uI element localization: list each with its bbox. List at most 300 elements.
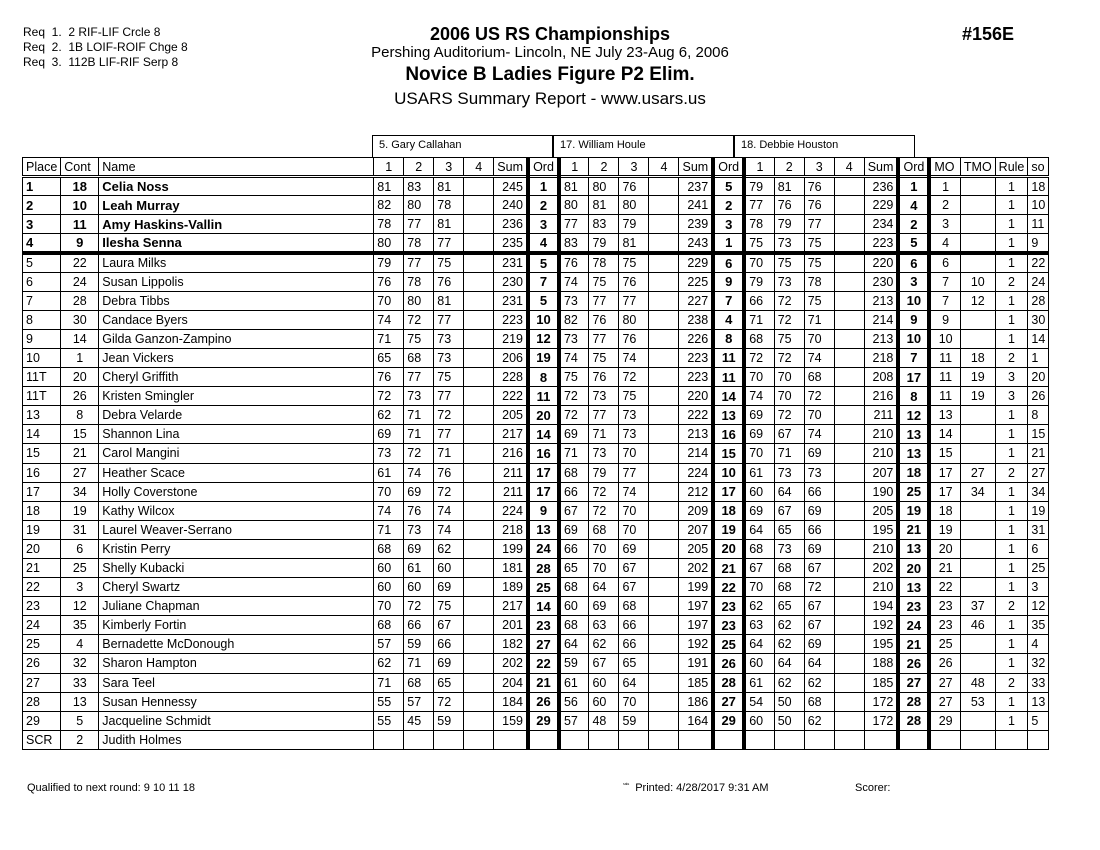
mo-cell: 13 [929, 406, 960, 425]
rule-cell: 2 [995, 272, 1028, 291]
judge-3-score-4 [834, 387, 864, 406]
tmo-cell [960, 539, 995, 558]
table-row [23, 444, 1049, 463]
judge-1-score-1: 71 [374, 329, 404, 348]
place-cell: 1 [23, 177, 61, 196]
skater-name-cell: Debra Tibbs [99, 291, 374, 310]
judge-1-score-1: 78 [374, 215, 404, 234]
judge-1-score-2: 71 [404, 406, 434, 425]
place-cell: 8 [23, 310, 61, 329]
judge-2-ordinal: 10 [713, 463, 744, 482]
judge-1-score-2: 72 [404, 597, 434, 616]
judge-3-score-3 [804, 730, 834, 749]
judge-1-ordinal: 5 [528, 291, 559, 310]
judge-2-score-4 [649, 291, 679, 310]
judge-2-ordinal: 29 [713, 711, 744, 730]
judge-2-score-4 [649, 597, 679, 616]
judge-1-score-3: 81 [434, 215, 464, 234]
judge-1-score-2: 80 [404, 291, 434, 310]
so-cell: 12 [1028, 597, 1049, 616]
judge-2-ordinal: 17 [713, 482, 744, 501]
judge-2-score-3: 77 [619, 291, 649, 310]
judge-1-score-1: 70 [374, 482, 404, 501]
contestant-number-cell: 24 [61, 272, 99, 291]
judge-1-score-3: 62 [434, 539, 464, 558]
judge-2-score-4 [649, 387, 679, 406]
mo-cell: 20 [929, 539, 960, 558]
judge-3-sum: 188 [864, 654, 898, 673]
contestant-number-cell: 3 [61, 578, 99, 597]
judge-3-score-4 [834, 711, 864, 730]
judge-1-score-4 [464, 329, 494, 348]
rule-cell: 1 [995, 539, 1028, 558]
judge-3-sum: 211 [864, 406, 898, 425]
so-cell: 20 [1028, 368, 1049, 387]
judge-1-score-3: 75 [434, 253, 464, 272]
mo-cell: 27 [929, 692, 960, 711]
judge-1-ordinal: 11 [528, 387, 559, 406]
table-row [23, 558, 1049, 577]
judge-2-sum: 213 [679, 425, 713, 444]
skater-name-cell: Laura Milks [99, 253, 374, 272]
judge-1-score-2: 73 [404, 387, 434, 406]
judge-2-sum: 191 [679, 654, 713, 673]
judge-3-score-3: 77 [804, 215, 834, 234]
judge-2-sum: 222 [679, 406, 713, 425]
rule-cell: 1 [995, 234, 1028, 253]
judge-1-sum: 199 [494, 539, 528, 558]
rule-cell: 1 [995, 692, 1028, 711]
contestant-number-cell: 32 [61, 654, 99, 673]
judge-2-score-2: 78 [589, 253, 619, 272]
judge-2-ordinal: 22 [713, 578, 744, 597]
judge-2-score-4 [649, 215, 679, 234]
tmo-cell: 18 [960, 348, 995, 367]
judge-2-ordinal: 14 [713, 387, 744, 406]
judge-3-score-4 [834, 196, 864, 215]
judge-1-sum: 245 [494, 177, 528, 196]
judge-2-score-3: 76 [619, 329, 649, 348]
place-cell: 11T [23, 368, 61, 387]
judge-1-ordinal: 8 [528, 368, 559, 387]
judge-3-ordinal: 28 [898, 692, 929, 711]
judge-2-score-4 [649, 253, 679, 272]
judge-1-score-4 [464, 501, 494, 520]
judge-1-score-3: 72 [434, 482, 464, 501]
skater-name-cell: Amy Haskins-Vallin [99, 215, 374, 234]
judge-1-score-2: 69 [404, 539, 434, 558]
judge-2-score-1: 65 [559, 558, 589, 577]
judge-2-score-4 [649, 673, 679, 692]
judge-2-score-1: 59 [559, 654, 589, 673]
judge-1-score-3: 76 [434, 463, 464, 482]
judge-2-score-3: 70 [619, 444, 649, 463]
mo-cell: 15 [929, 444, 960, 463]
judge-1-score-2: 68 [404, 348, 434, 367]
judge-1-sum: 235 [494, 234, 528, 253]
contestant-number-cell: 8 [61, 406, 99, 425]
mo-cell: 17 [929, 463, 960, 482]
judge-3-ordinal: 20 [898, 558, 929, 577]
tmo-cell: 19 [960, 368, 995, 387]
judge-2-sum [679, 730, 713, 749]
col-j1-s1: 1 [374, 158, 404, 177]
judge-3-score-1: 72 [744, 348, 774, 367]
judge-3-sum: 234 [864, 215, 898, 234]
judge-2-score-2: 72 [589, 482, 619, 501]
table-row [23, 673, 1049, 692]
judge-3-ordinal: 7 [898, 348, 929, 367]
rule-cell: 1 [995, 329, 1028, 348]
mo-cell: 21 [929, 558, 960, 577]
judge-1-score-3: 66 [434, 635, 464, 654]
mo-cell: 11 [929, 348, 960, 367]
mo-cell: 1 [929, 177, 960, 196]
judge-3-score-2: 62 [774, 635, 804, 654]
judge-2-sum: 212 [679, 482, 713, 501]
judge-3-sum: 194 [864, 597, 898, 616]
judge-3-score-2: 67 [774, 425, 804, 444]
judge-1-score-2: 76 [404, 501, 434, 520]
place-cell: 22 [23, 578, 61, 597]
judge-2-sum: 229 [679, 253, 713, 272]
judge-3-score-1: 63 [744, 616, 774, 635]
judge-3-score-3: 74 [804, 348, 834, 367]
contestant-number-cell: 21 [61, 444, 99, 463]
judge-2-score-2: 67 [589, 654, 619, 673]
mo-cell: 11 [929, 387, 960, 406]
so-cell: 32 [1028, 654, 1049, 673]
judge-1-score-1: 62 [374, 654, 404, 673]
judge-2-ordinal: 16 [713, 425, 744, 444]
judge-1-ordinal: 28 [528, 558, 559, 577]
judge-3-score-3: 70 [804, 329, 834, 348]
judge-2-score-4 [649, 539, 679, 558]
place-cell: 21 [23, 558, 61, 577]
judge-3-score-4 [834, 463, 864, 482]
judge-2-score-4 [649, 463, 679, 482]
judge-3-sum: 229 [864, 196, 898, 215]
tmo-cell: 48 [960, 673, 995, 692]
judge-1-sum: 224 [494, 501, 528, 520]
judge-2-score-4 [649, 177, 679, 196]
requirements-list [23, 25, 188, 70]
contestant-number-cell: 25 [61, 558, 99, 577]
judge-3-score-2: 68 [774, 558, 804, 577]
judge-2-score-2: 77 [589, 406, 619, 425]
judge-2-ordinal: 13 [713, 406, 744, 425]
judge-3-score-1: 66 [744, 291, 774, 310]
judge-3-score-1: 79 [744, 177, 774, 196]
tmo-cell: 34 [960, 482, 995, 501]
judge-2-score-3: 70 [619, 501, 649, 520]
judge-3-sum: 192 [864, 616, 898, 635]
judge-1-score-1: 70 [374, 291, 404, 310]
printed-date: Printed: 4/28/2017 9:31 AM [635, 782, 769, 794]
judge-2-score-1: 71 [559, 444, 589, 463]
so-cell: 27 [1028, 463, 1049, 482]
requirement-1: Req 1. 2 RIF-LIF Crcle 8 [23, 25, 161, 39]
judge-3-score-4 [834, 654, 864, 673]
judge-3-score-1: 69 [744, 406, 774, 425]
judge-3-score-2: 81 [774, 177, 804, 196]
venue-line: Pershing Auditorium- Lincoln, NE July 23-Aug 6, 2006 [371, 44, 729, 61]
judge-3-score-4 [834, 597, 864, 616]
col-j3-ord: Ord [898, 158, 929, 177]
judge-1-ordinal: 10 [528, 310, 559, 329]
judge-2-score-1: 76 [559, 253, 589, 272]
judge-1-score-1: 57 [374, 635, 404, 654]
tmo-cell: 27 [960, 463, 995, 482]
judge-3-score-4 [834, 215, 864, 234]
rule-cell: 2 [995, 463, 1028, 482]
table-row [23, 368, 1049, 387]
header-row [23, 158, 1049, 177]
judge-3-sum: 236 [864, 177, 898, 196]
judge-1-score-2: 71 [404, 654, 434, 673]
judge-3-score-4 [834, 348, 864, 367]
table-row [23, 215, 1049, 234]
judge-2-sum: 199 [679, 578, 713, 597]
judge-1-score-3: 77 [434, 234, 464, 253]
judge-2-ordinal: 1 [713, 234, 744, 253]
rule-cell: 1 [995, 406, 1028, 425]
judge-3-ordinal: 10 [898, 291, 929, 310]
judge-1-score-3: 74 [434, 501, 464, 520]
judge-2-score-2: 72 [589, 501, 619, 520]
judge-2-score-2: 63 [589, 616, 619, 635]
judge-2-score-2: 48 [589, 711, 619, 730]
judge-3-ordinal: 27 [898, 673, 929, 692]
col-j3-sum: Sum [864, 158, 898, 177]
judge-1-score-4 [464, 272, 494, 291]
table-row [23, 711, 1049, 730]
col-j2-s4: 4 [649, 158, 679, 177]
mo-cell: 26 [929, 654, 960, 673]
judge-1-score-1: 68 [374, 616, 404, 635]
table-row [23, 253, 1049, 272]
judge-1-score-4 [464, 635, 494, 654]
rule-cell: 1 [995, 253, 1028, 272]
judge-1-sum: 159 [494, 711, 528, 730]
judge-3-score-2: 72 [774, 310, 804, 329]
judge-1-ordinal: 13 [528, 520, 559, 539]
judge-3-sum: 208 [864, 368, 898, 387]
judge-1-score-2: 72 [404, 310, 434, 329]
judge-2-ordinal: 15 [713, 444, 744, 463]
skater-name-cell: Jean Vickers [99, 348, 374, 367]
judge-1-score-2: 74 [404, 463, 434, 482]
place-cell: 29 [23, 711, 61, 730]
tmo-cell [960, 329, 995, 348]
judge-2-ordinal: 21 [713, 558, 744, 577]
mo-cell: 2 [929, 196, 960, 215]
judge-3-score-3: 69 [804, 635, 834, 654]
judge-2-sum: 205 [679, 539, 713, 558]
judge-2-score-3: 74 [619, 348, 649, 367]
tmo-cell [960, 425, 995, 444]
judge-2-score-2: 76 [589, 310, 619, 329]
judge-2-score-2: 68 [589, 520, 619, 539]
so-cell: 21 [1028, 444, 1049, 463]
judge-3-score-1: 75 [744, 234, 774, 253]
rule-cell: 1 [995, 578, 1028, 597]
table-row [23, 177, 1049, 196]
judge-1-score-2: 68 [404, 673, 434, 692]
judge-3-score-2 [774, 730, 804, 749]
judge-1-score-3: 81 [434, 177, 464, 196]
judge-2-sum: 214 [679, 444, 713, 463]
judge-3-score-4 [834, 673, 864, 692]
judge-3-score-3: 78 [804, 272, 834, 291]
rule-cell: 1 [995, 558, 1028, 577]
judge-1-score-3: 73 [434, 348, 464, 367]
tmo-cell: 12 [960, 291, 995, 310]
contestant-number-cell: 14 [61, 329, 99, 348]
judge-2-score-3: 65 [619, 654, 649, 673]
judge-2-score-1: 80 [559, 196, 589, 215]
judge-1-score-4 [464, 539, 494, 558]
judge-3-score-1: 61 [744, 463, 774, 482]
judge-2-score-1 [559, 730, 589, 749]
table-row [23, 291, 1049, 310]
judge-1-score-4 [464, 444, 494, 463]
so-cell: 15 [1028, 425, 1049, 444]
judge-3-sum: 185 [864, 673, 898, 692]
place-cell: SCR [23, 730, 61, 749]
judge-1-score-1: 68 [374, 539, 404, 558]
judge-3-score-2: 62 [774, 673, 804, 692]
contestant-number-cell: 31 [61, 520, 99, 539]
judge-3-score-3: 73 [804, 463, 834, 482]
judge-3-sum: 190 [864, 482, 898, 501]
judge-1-ordinal: 16 [528, 444, 559, 463]
judge-3-score-2: 75 [774, 253, 804, 272]
judge-3-sum: 210 [864, 539, 898, 558]
judge-3-score-4 [834, 310, 864, 329]
judge-1-score-4 [464, 578, 494, 597]
skater-name-cell: Kathy Wilcox [99, 501, 374, 520]
judge-1-score-4 [464, 616, 494, 635]
table-row [23, 463, 1049, 482]
judge-2-score-3: 70 [619, 692, 649, 711]
judge-2-score-4 [649, 578, 679, 597]
judge-2-score-3: 75 [619, 253, 649, 272]
skater-name-cell: Susan Lippolis [99, 272, 374, 291]
judge-3-score-1: 69 [744, 501, 774, 520]
judge-3-score-1: 74 [744, 387, 774, 406]
col-j2-s1: 1 [559, 158, 589, 177]
judge-2-sum: 209 [679, 501, 713, 520]
mo-cell: 18 [929, 501, 960, 520]
so-cell: 10 [1028, 196, 1049, 215]
judge-3-ordinal: 21 [898, 635, 929, 654]
judge-3-score-3: 67 [804, 597, 834, 616]
contestant-number-cell: 18 [61, 177, 99, 196]
judge-1-ordinal: 23 [528, 616, 559, 635]
contestant-number-cell: 6 [61, 539, 99, 558]
judge-2-score-3: 67 [619, 558, 649, 577]
judge-3-score-1: 67 [744, 558, 774, 577]
so-cell: 26 [1028, 387, 1049, 406]
judge-2-score-1: 74 [559, 272, 589, 291]
judge-2-score-1: 66 [559, 539, 589, 558]
judge-1-sum: 231 [494, 291, 528, 310]
judge-1-score-2: 60 [404, 578, 434, 597]
col-j2-ord: Ord [713, 158, 744, 177]
judge-1-score-1: 80 [374, 234, 404, 253]
judge-3-score-1: 78 [744, 215, 774, 234]
judge-1-ordinal: 12 [528, 329, 559, 348]
judge-3-sum: 220 [864, 253, 898, 272]
judge-2-score-3: 70 [619, 520, 649, 539]
judge-2-score-1: 69 [559, 425, 589, 444]
mo-cell: 7 [929, 291, 960, 310]
col-j1-s3: 3 [434, 158, 464, 177]
judge-3-ordinal: 28 [898, 711, 929, 730]
judge-1-sum: 204 [494, 673, 528, 692]
judge-2-score-4 [649, 425, 679, 444]
judge-3-score-3: 75 [804, 234, 834, 253]
judge-3-score-1: 68 [744, 539, 774, 558]
col-place: Place [23, 158, 61, 177]
judge-3-score-1: 69 [744, 425, 774, 444]
table-row [23, 272, 1049, 291]
mo-cell [929, 730, 960, 749]
so-cell: 6 [1028, 539, 1049, 558]
judge-2-score-1: 57 [559, 711, 589, 730]
judge-2-sum: 237 [679, 177, 713, 196]
judge-1-score-2: 71 [404, 425, 434, 444]
so-cell: 14 [1028, 329, 1049, 348]
judge-2-score-3: 80 [619, 196, 649, 215]
judge-2-ordinal: 3 [713, 215, 744, 234]
contestant-number-cell: 11 [61, 215, 99, 234]
judge-2-score-3: 73 [619, 425, 649, 444]
judge-1-sum: 236 [494, 215, 528, 234]
contestant-number-cell: 28 [61, 291, 99, 310]
judge-2-ordinal: 6 [713, 253, 744, 272]
judge-1-score-4 [464, 558, 494, 577]
rule-cell: 1 [995, 501, 1028, 520]
judge-2-score-2: 64 [589, 578, 619, 597]
judge-1-ordinal: 26 [528, 692, 559, 711]
judge-3-ordinal: 19 [898, 501, 929, 520]
contestant-number-cell: 35 [61, 616, 99, 635]
judge-2-ordinal: 5 [713, 177, 744, 196]
judge-3-ordinal: 5 [898, 234, 929, 253]
judge-2-score-3: 77 [619, 463, 649, 482]
judge-2-ordinal: 8 [713, 329, 744, 348]
mo-cell: 17 [929, 482, 960, 501]
requirement-3: Req 3. 112B LIF-RIF Serp 8 [23, 55, 179, 69]
judge-3-score-2: 65 [774, 597, 804, 616]
place-cell: 9 [23, 329, 61, 348]
judge-3-score-3: 76 [804, 196, 834, 215]
judge-3-score-3: 62 [804, 673, 834, 692]
place-cell: 5 [23, 253, 61, 272]
contestant-number-cell: 20 [61, 368, 99, 387]
judge-1-score-3: 72 [434, 692, 464, 711]
skater-name-cell: Kristin Perry [99, 539, 374, 558]
judge-1-ordinal: 14 [528, 597, 559, 616]
mo-cell: 7 [929, 272, 960, 291]
judge-2-ordinal: 18 [713, 501, 744, 520]
so-cell: 35 [1028, 616, 1049, 635]
judge-3-score-1: 64 [744, 635, 774, 654]
mo-cell: 19 [929, 520, 960, 539]
col-j3-s4: 4 [834, 158, 864, 177]
